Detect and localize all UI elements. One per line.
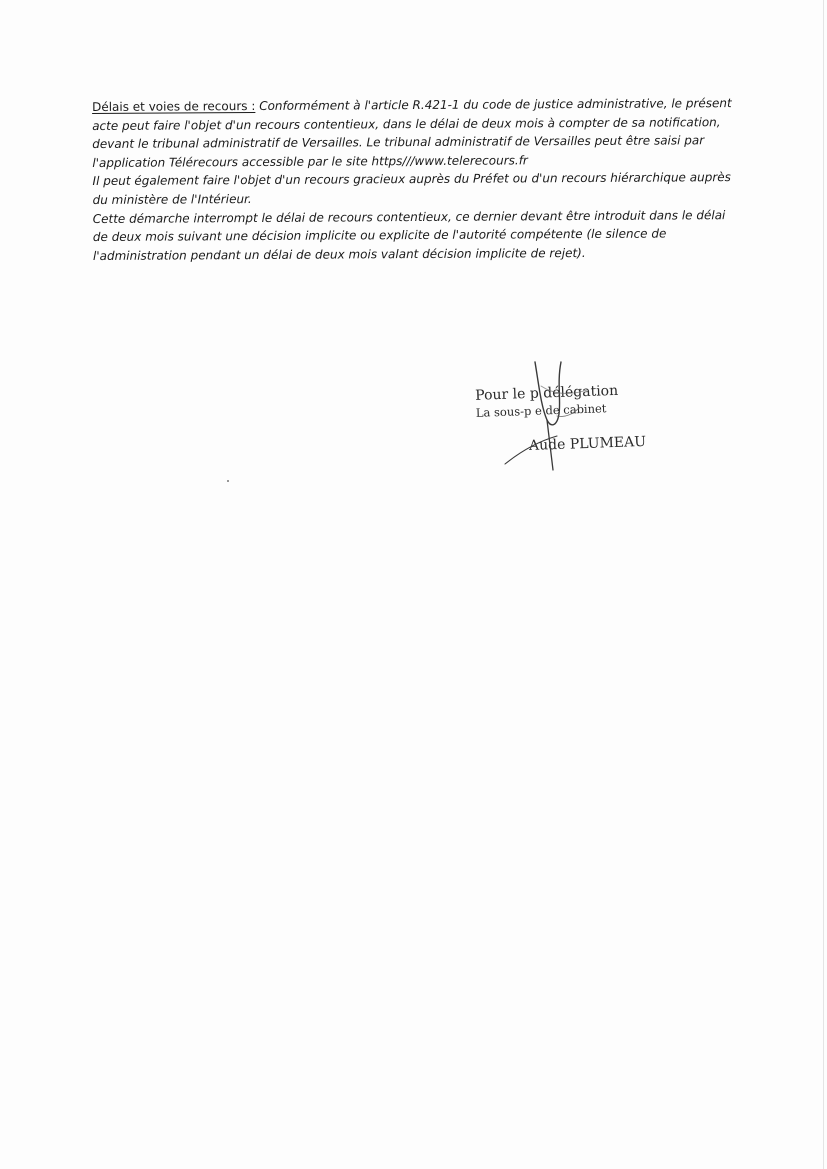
scan-edge — [823, 0, 824, 1169]
recours-paragraph-2: Il peut également faire l'objet d'un recours gracieux auprès du Préfet ou d'un recours hiérarchique auprès du ministère de l'Intérieur. — [92, 170, 731, 207]
signatory-name: Aude PLUMEAU — [528, 433, 647, 454]
recours-paragraph-3: Cette démarche interrompt le délai de recours contentieux, ce dernier devant être introduit dans le délai de deux mois suivant une décision implicite ou explicite de l'autorité compétente (le silence de l'administration pendant un délai de deux mois valant décision implicite de rejet). — [92, 207, 726, 263]
recours-section — [92, 94, 733, 265]
scan-speck — [227, 480, 229, 482]
signature-delegation-line: Pour le p délégation — [474, 382, 619, 404]
handwritten-signature — [495, 356, 615, 476]
recours-paragraph-1 — [92, 94, 732, 172]
recours-heading: Délais et voies de recours : — [92, 99, 256, 114]
recours-paragraph-1-body: Conformément à l'article R.421-1 du code de justice administrative, le présent acte peut faire l'objet d'un recours contentieux, dans le délai de deux mois à compter de sa notification, devant le tribunal administratif de Versailles. Le tribunal administratif de Versailles peut être saisi par l'application Télérecours accessible par le site https///www.telerecours.fr — [92, 96, 732, 170]
signature-title-line: La sous-p e de cabinet — [475, 401, 607, 420]
